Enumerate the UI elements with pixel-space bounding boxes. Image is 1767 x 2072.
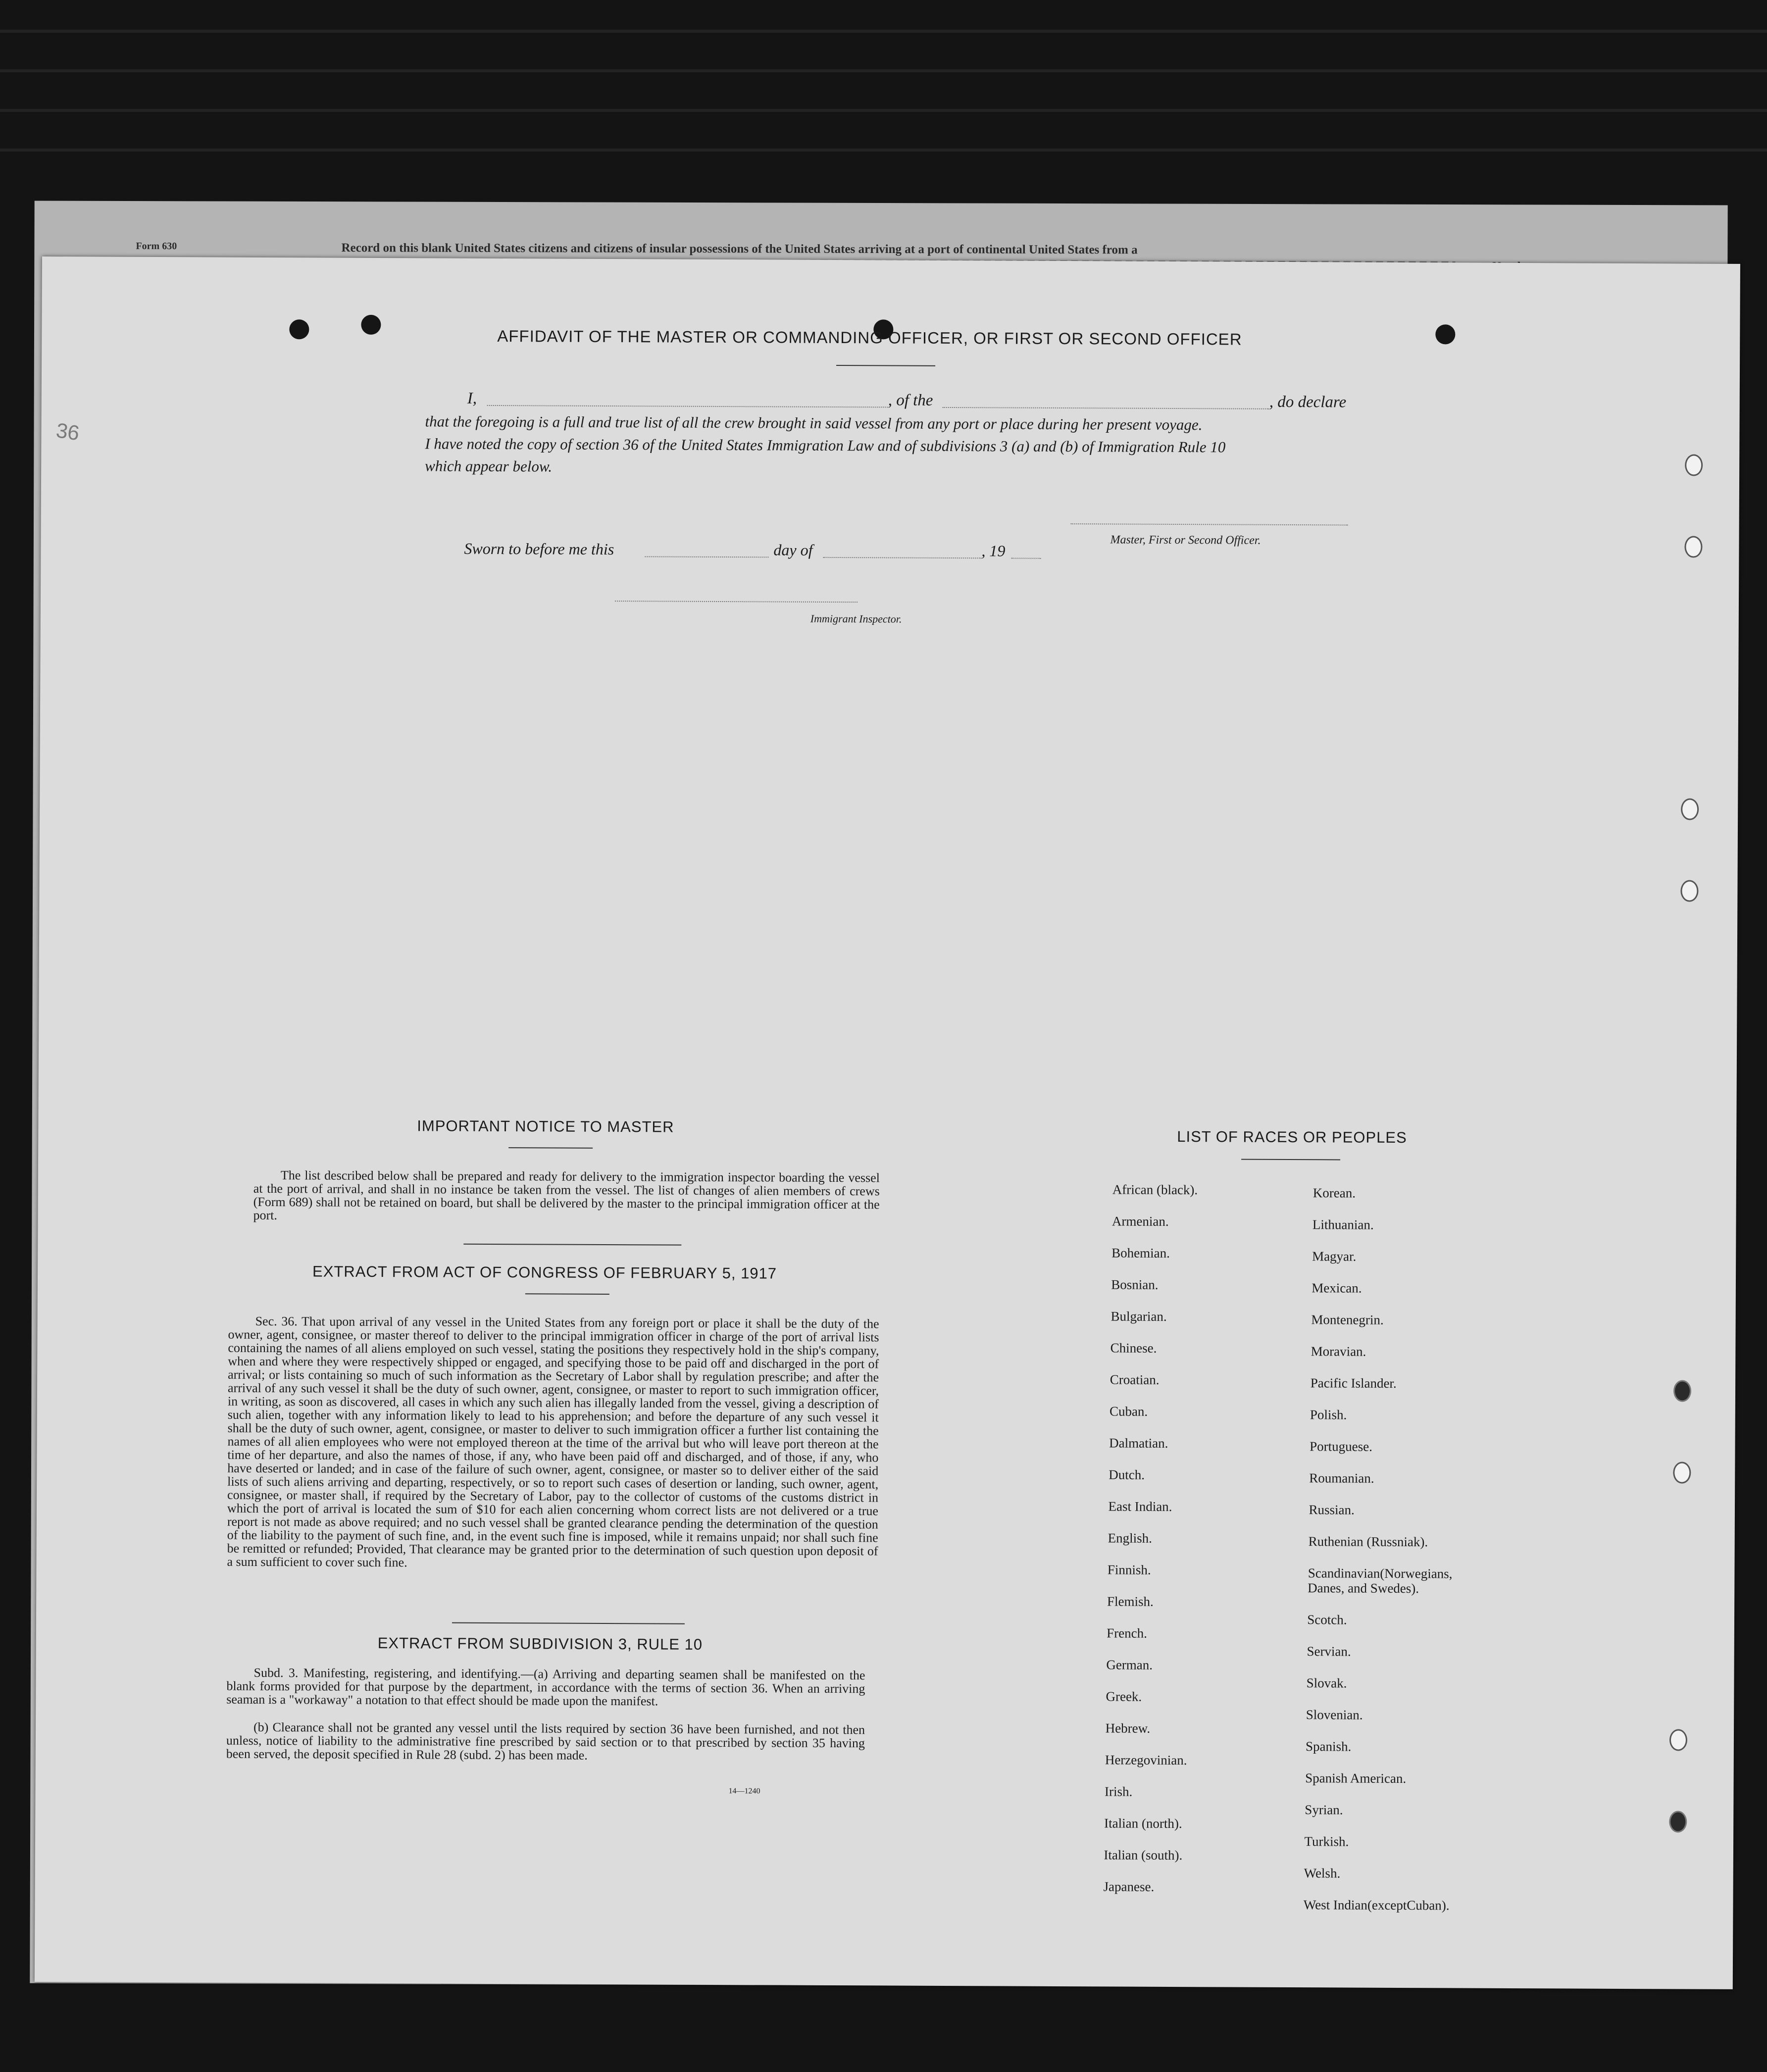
inspector-signature-line[interactable] [615, 601, 858, 603]
sworn-year-blank[interactable] [1011, 558, 1041, 559]
binder-ring-hole [1673, 1462, 1691, 1483]
race-item: Irish. [1104, 1784, 1133, 1799]
race-item: Flemish. [1107, 1594, 1154, 1609]
title-rule [836, 365, 935, 366]
scan-band [0, 149, 1767, 152]
rule-extract-text-a [226, 1666, 865, 1709]
sworn-label: Sworn to before me this [464, 539, 614, 558]
rule-extract-title: EXTRACT FROM SUBDIVISION 3, RULE 10 [377, 1634, 703, 1653]
year-label: , 19 [981, 542, 1006, 560]
scan-band [0, 69, 1767, 72]
race-item: Syrian. [1305, 1802, 1343, 1818]
race-item: Slovenian. [1306, 1707, 1363, 1722]
do-declare-label: , do declare [1269, 393, 1347, 411]
race-item: Chinese. [1110, 1340, 1157, 1356]
races-rule [1241, 1159, 1340, 1161]
race-item: West Indian(exceptCuban). [1303, 1897, 1450, 1913]
binder-ring-hole [1680, 880, 1698, 902]
races-title: LIST OF RACES OR PEOPLES [1177, 1128, 1407, 1147]
act-extract-divider [452, 1622, 685, 1624]
race-item: Spanish American. [1305, 1770, 1407, 1786]
race-item: Scandinavian(Norwegians, [1308, 1566, 1453, 1581]
race-item: Italian (south). [1104, 1847, 1183, 1863]
race-item: Roumanian. [1309, 1470, 1374, 1486]
affidavit-line-3: which appear below. [425, 457, 553, 475]
name-blank[interactable] [487, 405, 888, 408]
race-item: Korean. [1313, 1185, 1356, 1201]
vessel-blank[interactable] [943, 407, 1269, 409]
race-item: African (black). [1112, 1182, 1198, 1198]
race-item: French. [1107, 1625, 1147, 1641]
race-item: Danes, and Swedes). [1308, 1580, 1419, 1596]
punch-hole [1435, 324, 1455, 344]
race-item: Bulgarian. [1111, 1309, 1167, 1324]
race-item: Servian. [1307, 1644, 1351, 1659]
punch-hole [289, 319, 309, 339]
punch-hole [361, 315, 381, 335]
scan-band [0, 109, 1767, 112]
affidavit-line-1: that the foregoing is a full and true list of all the crew brought in said vessel from any port or place during her present voyage. [425, 412, 1203, 434]
margin-pencil-mark: 36 [54, 418, 81, 445]
race-item: Magyar. [1312, 1249, 1357, 1264]
binder-ring-hole [1673, 1380, 1691, 1402]
binder-ring-hole [1684, 536, 1702, 557]
record-instruction: Record on this blank United States citizens and citizens of insular possessions of the United States arriving at a port of continental United States from a [341, 241, 1138, 257]
affidavit-page [35, 256, 1740, 1989]
master-signature-label: Master, First or Second Officer. [1110, 533, 1261, 547]
day-of-label: day of [773, 541, 813, 559]
rule-extract-text-b [226, 1720, 865, 1764]
race-item: Hebrew. [1105, 1720, 1151, 1736]
i-label: I, [467, 389, 477, 407]
race-item: Cuban. [1109, 1404, 1148, 1419]
notice-text [253, 1168, 879, 1225]
act-extract-rule [525, 1293, 609, 1295]
race-item: Russian. [1309, 1502, 1355, 1517]
notice-title: IMPORTANT NOTICE TO MASTER [417, 1117, 674, 1136]
act-extract-text [227, 1314, 879, 1571]
act-extract-body: Sec. 36. That upon arrival of any vessel in the United States from any foreign port or place it shall be the duty of the owner, agent, consignee, or master thereof to deliver to the principal immigration officer in charge of the port of arrival lists containing the names of all aliens employed on such vessel, stating the positions they respectively hold in the ship's company, when and where they were respectively shipped or engaged, and specifying those to be paid off and discharged in the port of arrival; or lists containing so much of such information as the Secretary of Labor shall by regulation prescribe; and after the arrival of any such vessel it shall be the duty of such owner, agent, consignee, or master to report to such immigration officer, in writing, as soon as discovered, all cases in which any such alien has illegally landed from the vessel, giving a description of such alien, together with any information likely to lead to his apprehension; and before the departure of any such vessel it shall be the duty of such owner, agent, consignee, or master to deliver to such immigration officer a further list containing the names of all alien employees who were not employed thereon at the time of the arrival but who will leave port thereon at the time of her departure, and also the names of those, if any, who have been paid off and discharged, and of those, if any, who have deserted or landed; and in case of the failure of such owner, agent, consignee, or master so to deliver either of the said lists of such aliens arriving and departing, respectively, or so to report such cases of desertion or landing, such owner, agent, consignee, or master shall, if required by the Secretary of Labor, pay to the collector of customs of the customs district in which the port of arrival is located the sum of $10 for each alien concerning whom correct lists are not delivered or a true report is not made as above required; and no such vessel shall be granted clearance pending the determination of the question of the liability to the payment of such fine, and, in the event such fine is imposed, while it remains unpaid; nor shall such fine be remitted or refunded; Provided, That clearance may be granted prior to the determination of such question upon deposit of a sum sufficient to cover such fine. [227, 1314, 879, 1570]
race-item: Dutch. [1109, 1467, 1145, 1482]
race-item: East Indian. [1108, 1499, 1172, 1514]
race-item: Portuguese. [1310, 1439, 1372, 1454]
affidavit-title: AFFIDAVIT OF THE MASTER OR COMMANDING OFFICER, OR FIRST OR SECOND OFFICER [497, 327, 1242, 349]
notice-divider [463, 1244, 681, 1246]
race-item: Welsh. [1304, 1866, 1341, 1881]
form-number: Form 630 [136, 241, 177, 252]
race-item: English. [1108, 1530, 1152, 1546]
binder-ring-hole [1685, 454, 1703, 476]
race-item: Spanish. [1305, 1739, 1352, 1754]
race-item: Finnish. [1107, 1562, 1151, 1577]
affidavit-line-2: I have noted the copy of section 36 of the United States Immigration Law and of subdivisions 3 (a) and (b) of Immigration Rule 10 [425, 435, 1226, 456]
race-item: Herzegovinian. [1105, 1752, 1187, 1768]
race-item: Armenian. [1111, 1213, 1169, 1229]
race-item: Turkish. [1304, 1834, 1349, 1849]
race-item: Lithuanian. [1312, 1217, 1374, 1232]
race-item: Japanese. [1103, 1879, 1155, 1894]
race-item: Greek. [1106, 1689, 1142, 1704]
binder-ring-hole [1669, 1811, 1687, 1832]
binder-ring-hole [1669, 1729, 1687, 1751]
notice-text-body: The list described below shall be prepared and ready for delivery to the immigration inspector boarding the vessel at the port of arrival, and shall in no instance be taken from the vessel. The list of changes of alien members of crews (Form 689) shall not be retained on board, but shall be delivered by the master to the principal immigration officer at the port. [253, 1168, 880, 1223]
race-item: Croatian. [1110, 1372, 1160, 1387]
race-item: Polish. [1310, 1407, 1347, 1422]
sworn-day-blank[interactable] [645, 556, 768, 557]
race-item: Scotch. [1307, 1612, 1347, 1627]
rule-extract-b-body: (b) Clearance shall not be granted any vessel until the lists required by section 36 have been furnished, and not then unless, notice of liability to the administrative fine prescribed by said section or to that prescribed by section 35 having been served, the deposit specified in Rule 28 (subd. 2) has been made. [226, 1719, 865, 1763]
race-item: Montenegrin. [1311, 1312, 1384, 1327]
race-item: Moravian. [1311, 1344, 1366, 1359]
scan-band [0, 30, 1767, 33]
race-item: Italian (north). [1104, 1816, 1182, 1831]
notice-rule [508, 1147, 593, 1149]
binder-ring-hole [1681, 798, 1699, 820]
inspector-label: Immigrant Inspector. [810, 612, 902, 625]
of-the-label: , of the [888, 391, 933, 409]
print-code: 14—1240 [728, 1787, 760, 1796]
race-item: Bohemian. [1111, 1245, 1170, 1261]
act-extract-title: EXTRACT FROM ACT OF CONGRESS OF FEBRUARY 5, 1917 [312, 1263, 777, 1282]
race-item: Pacific Islander. [1310, 1375, 1397, 1391]
race-item: Mexican. [1312, 1280, 1362, 1296]
race-item: Dalmatian. [1109, 1435, 1168, 1451]
race-item: Bosnian. [1111, 1277, 1159, 1292]
race-item: Slovak. [1306, 1675, 1347, 1691]
race-item: Ruthenian (Russniak). [1308, 1534, 1428, 1550]
sworn-month-blank[interactable] [823, 557, 981, 558]
master-signature-line[interactable] [1071, 523, 1348, 525]
race-item: German. [1106, 1657, 1153, 1672]
rule-extract-a-body: Subd. 3. Manifesting, registering, and identifying.—(a) Arriving and departing seamen shall be manifested on the blank forms provided for that purpose by the department, in accordance with the terms of section 36. When an arriving seaman is a "workaway" a notation to that effect should be made upon the manifest. [226, 1665, 865, 1709]
